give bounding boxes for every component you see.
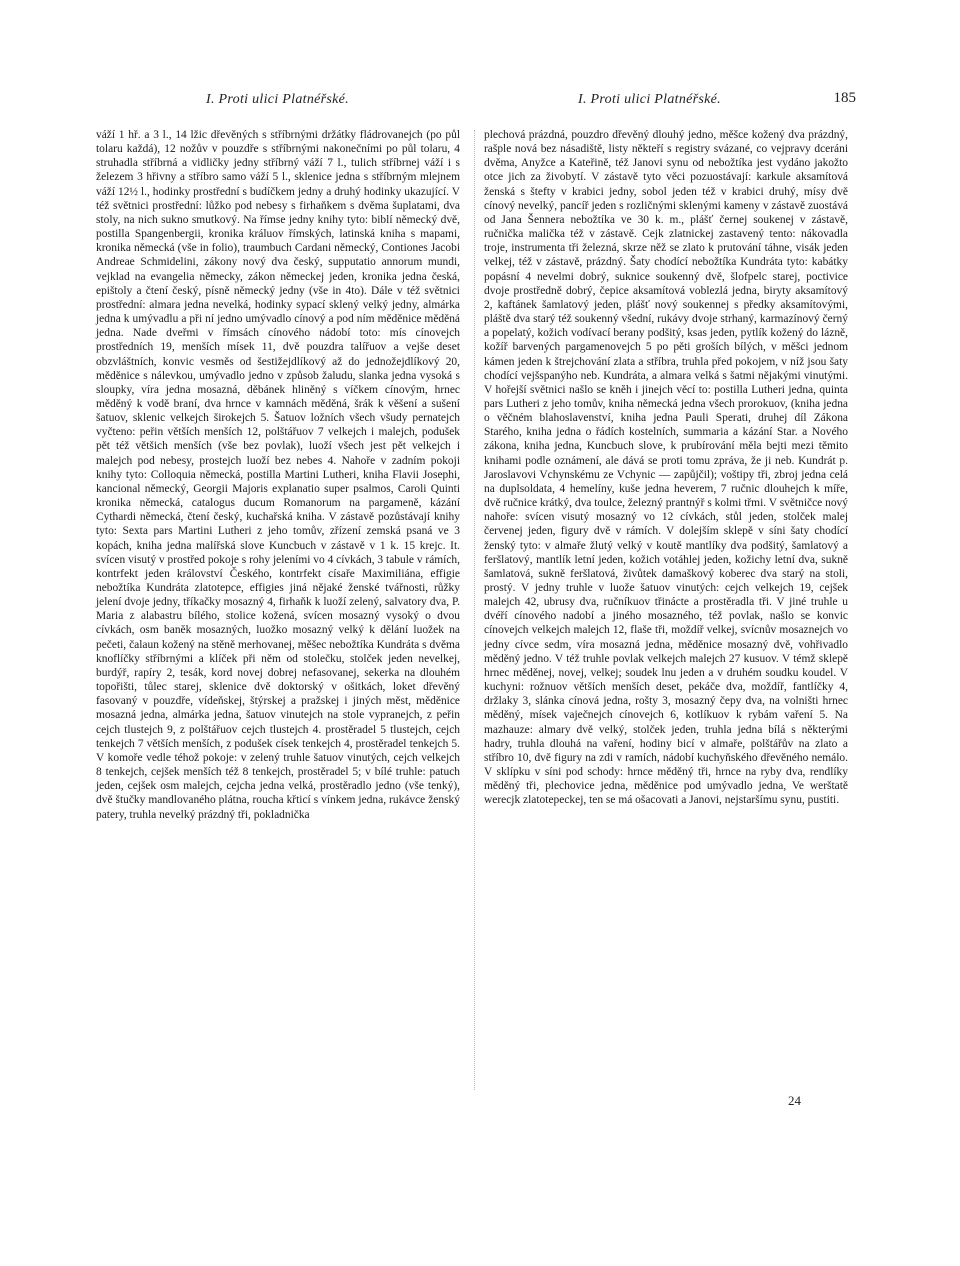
left-column-paragraph: váží 1 hř. a 3 l., 14 lžic dřevěných s stříbrnými držátky fládrovanejch (po půl tolaru každá), 12 nožův v pouzdře s stříbrnými nakonečními po půl tolaru, 4 struhadla stříbrná a vidličky jedny stříbrný váží 7 l., tulich stříbrnej váží i s železem 3 hřivny a stříbro samo váží 5 l., sklenice jedna s stříbrným mlejnem váží 12½ l., hodinky prostřední s budíčkem jedny a druhý hodinky ukazující. V též světnici prostřední: lůžko pod nebesy s firhaňkem s dvěma šuplatami, dva stoly, na nich sukno smutkový. Na římse jedny knihy tyto: biblí německý dvě, postilla Spangenbergii, kronika králuov římských, latinská kniha s mapami, kronika německá (vše in folio), traumbuch Cardani německý, Contiones Jacobi Andreae Schmidelini, zákony nový dva český, supputatio annorum mundi, vejklad na evangelia německy, zákon německej jeden, kronika jedna česká, epištoly a čtení český, písně německý jedny (vše in 4to). Dále v též světnici prostřední: almara jedna nevelká, hodinky sypací sklený velký jedny, almárka jedna k umývadlu a při ní jedno umývadlo cínový a pod ním měděnice měděná jedna. Nade dveřmi v římsách cínového nádobí toto: mís cínovejch prostředních 19, menších mísek 11, dvě pouzdra talířuov a vejše deset obzvláštních, konvic vesměs od šestižejdlíkový až do jednožejdlíkový 20, měděnice s nálevkou, umývadlo jedno v způsob žaludu, slanka jedna vysoká s sloupky, víra jedna mosazná, děbánek hliněný s víčkem cínovým, hrnec měděný k vodě braní, dva hrnce v kamnách měděná, šrák k věšení a sušení šatuov, sklenic velkejch širokejch 5. Šatuov ložních všech všudy pernatejch vyčteno: peřin větších menších 12, polštářuov 7 velkejch i malejch, podušek pět též většich menších (vše bez povlak), luoží všech jest pět velkejch i malejch pod nebesy, prostejch luoží bez nebes 4. Nahoře v zadním pokoji knihy tyto: Colloquia německá, postilla Martini Lutheri, kniha Flavii Josephi, kancional německý, Georgii Majoris explanatio super psalmos, Caroli Quinti kronika německá, catalogus ducum Romanorum na pargameně, kázání Cythardi německá, čtení český, kuchařská kniha. V zástavě pozůstávají knihy tyto: Sexta pars Martini Lutheri z jeho tomův, zřízení zemská psaná ve 3 kopách, kniha jedna malířská slove Kuncbuch v zástavě v 1 k. 15 krejc. It. svícen visutý v prostřed pokoje s rohy jeleními vo 4 cívkách, 3 tabule v rámích, kontrfekt jeden království Českého, kontrfekt císaře Maximiliána, effigie nebožtíka Kundráta zlatotepce, effigies jiná nějaké ženské tvářnosti, růžky jelení dvoje jedny, tříkačky mosazný 4, firhaňk k luoží zelený, salvatory dva, P. Maria z alabastru bílého, stolice kožená, svícen mosazný vysoký o dvou cívkách, osm banĕk mosazných, luožko mosazný velký k dělání luožek na pečeti, čalaun kožený na stěně merhovanej, měšec nebožtíka Kundráta s dvěma knoflíčky stříbrnými a klíček při něm od stolečku, stolček jeden nevelkej, burdýř, rapíry 2, tesák, kord novej dobrej nefasovanej, sekerka na dlouhém topořišti, tůlec starej, sklenice dvě doktorský v ošitkách, loket dřevěný fasovaný v pouzdře, vídeňskej, štýrskej a pražskej i jiných měst, měděnice mosazná jedna, almárka jedna, šatuov vinutejch na stole vypranejch, z peřin cejch tlustejch 9, z polštářuov cejch tlustejch 4. prostěradel 5 tlustejch, cejch tenkejch 7 větších menších, z podušek císek tenkejch 4, prostěradel tenkejch 5. V komoře vedle téhož pokoje: v zelený truhle šatuov vinutých, cejch velkejch 8 tenkejch, cejšek menších též 8 tenkejch, prostěradel 5; v bílé truhle: patuch jeden, cejšek osm malejch, cejcha jedna velká, prostěradlo jedno (vše tenký), dvě štučky mandlovaného plátna, roucha křticí s vínkem jedna, rukávce ženský patery, truhla nevelký prázdný tři, pokladnička — [96, 129, 461, 821]
left-text-column — [96, 128, 460, 822]
page-header — [96, 92, 856, 116]
column-divider — [474, 130, 475, 1090]
right-column-paragraph: plechová prázdná, pouzdro dřevěný dlouhý jedno, měšce kožený dva prázdný, rašple nová bez násadiště, listy někteří s registry svázané, co vejpravy dceráni dvěma, Anyžce a Kateřině, též Janovi synu od nebožtíka jest vydáno jakožto otce jich za živobytí. V zástavě tyto věci pozuostávají: karkule aksamítová ženská s štefty v krabici jedny, sobol jeden též v krabici druhý, mísy dvě cínový nevelký, pancíř jeden s rozličnými sklenými kameny v zástavě zuostává od Jana Šennera nebožtíka ve 30 k. m., plášť černej soukenej v zástavě, ručnička malička též v zástavě. Cejk zlatnickej zastavený tento: nákovadla troje, instrumenta tři železná, skrze něž se zlato k prutování táhne, visák jeden velkej, též v zástavě, prázdný. Šaty chodící nebožtíka Kundráta tyto: kabátky popásní 4 nevelmi dobrý, suknice soukenný dvě, šlofpelc starej, poctivice dvoje prostředně dobrý, čepice aksamítová voblezlá jedna, biryty aksamítový 2, kaftánek šamlatový jeden, plášť nový soukennej s předky aksamítovými, pláště dva starý též soukenný všední, rukávy dvoje strhaný, karmazínový černý a popelatý, kožich vodívací berany podšitý, ksas jeden, pytlík kožený do lázně, kožíř barvených pargamenovejch 5 po pěti groších bílých, v měšci jednom kámen jeden k štrejchování zlata a stříbra, truhla před pokojem, v níž jsou šaty chodící vejšspanýho neb. Kundráta, a almara velká s šatmi nějakými vinutými. V hořejší světnici našlo se knĕh i jinejch věcí to: postilla Lutheri jedna, quinta pars Lutheri z jeho tomův, kniha německá jedna všech prorokuov, (kniha jedna o věčném blahoslavenství, kniha jedna Pauli Sperati, druhej díl Zákona Starého, kniha jedna o řádích kostelních, summaria a kázání Star. a Nového zákona, kniha jedna, Kuncbuch slove, k prubírování měla bejti mezi těmito knihami podle oznámení, ale dává se proti tomu zpráva, že ji neb. Kundrát p. Jaroslavovi Vchynskému ze Vchynic — zapůjčil); voštipy tři, zbroj jedna celá na duplsoldata, 4 hemelíny, kuše jedna heverem, 7 ručnic dlouhejch k míře, dvě ručnice krátký, dva toulce, železný prantnýř s kolmi třmi. V světničce nový nahoře: svícen visutý mosazný vo 12 cívkách, stůl jeden, stolček malej červenej jeden, figury dvě v rámích. V dolejším sklepě v síni šaty chodící ženský tyto: v almaře žlutý velký v koutě mantlíky dva podšitý, šamlatový a feršlatový, mantlík letní jeden, kožich votáhlej jeden, kožichy letní dva, sukně šamlatová, sukně feršlatová, živůtek damaškový koberec dva starý na stoli, prostý. V jedny truhle v luože šatuov vinutých: cejch velkejch 19, cejšek malejch 42, ubrusy dva, ručníkuov třináctе a prostěradla tři. V jiné truhle u dvéří cínového nadobí a jiného mosazného, též povlak, našlo se konvic cínovejch velkejch malejch 12, flaše tři, moždíř velkej, svícnův mosaznejch vo jedny cívce sedm, víra mosazná jedna, měděnice mosazný dvě, vohřivadlo měděný jedno. V též truhle povlak velkejch malejch 27 kusuov. V témž sklepě hrnec měděnej, novej, velkej; soudek lnu jeden a v druhém soudku koudel. V kuchyni: rožnuov větších menších deset, pekáče dva, moždíř, fantlíčky 4, držlaky 3, slánka cínová jedna, rošty 3, mosazný čepy dva, na volništi hrnec měděný, mísek vaječnejch cínovejch 6, kotlíkuov k rybám vaření 5. Na mazhauze: almary dvě velký, stolček jeden, truhla jedna bílá s některými hadry, truhla dlouhá na vaření, hodiny bicí v almaře, polštářův na zlato a stříbro 10, dvě figury na zdi v ramích, nádobí kuchyňského dřevěného nemálo. V sklípku v síni pod schody: hrnce měděný tři, hrnce na ryby dva, rendlíky měděný tři, plechovice jedna, měděnice pod umývadlo jedna, Ve werštatě werecjk zlatotepeckej, ten se má ošacovati a Janovi, nejstaršímu synu, pustiti. — [484, 129, 848, 807]
running-head-left: I. Proti ulici Platnéřské. — [206, 92, 349, 107]
right-text-column — [484, 128, 848, 808]
signature-mark: 24 — [788, 1093, 801, 1108]
page-number: 185 — [833, 90, 856, 106]
running-head-right: I. Proti ulici Platnéřské. — [578, 92, 721, 107]
